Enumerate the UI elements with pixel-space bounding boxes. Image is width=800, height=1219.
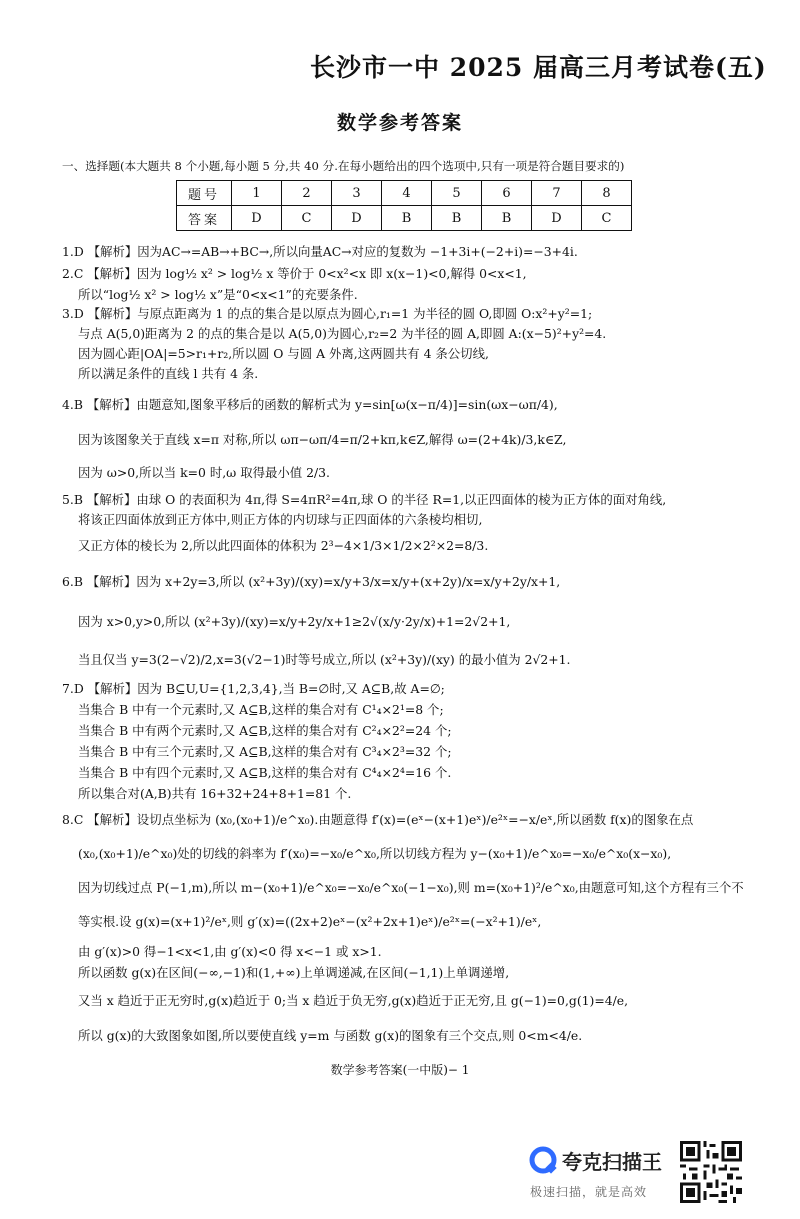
- page-subtitle: 数学参考答案: [336, 112, 463, 134]
- table-cell: B: [382, 206, 432, 231]
- table-row: [177, 206, 632, 231]
- table-cell: 5: [432, 181, 482, 206]
- solution-line: 因为该图象关于直线 x=π 对称,所以 ωπ−ωπ/4=π/2+kπ,k∈Z,解得 ω=(2+4k)/3,k∈Z,: [78, 432, 567, 447]
- solution-line: 所以函数 g(x)在区间(−∞,−1)和(1,+∞)上单调递减,在区间(−1,1)上单调递增,: [78, 965, 510, 980]
- solution-line: 将该正四面体放到正方体中,则正方体的内切球与正四面体的六条棱均相切,: [78, 512, 483, 527]
- table-cell: 答案: [177, 206, 232, 231]
- solution-line: 4.B 【解析】由题意知,图象平移后的函数的解析式为 y=sin[ω(x−π/4)]=sin(ωx−ωπ/4),: [62, 397, 558, 412]
- page-footer: 数学参考答案(一中版)− 1: [330, 1063, 470, 1077]
- solution-line: 因为切线过点 P(−1,m),所以 m−(x₀+1)/e^x₀=−x₀/e^x₀(−1−x₀),则 m=(x₀+1)²/e^x₀,由题意可知,这个方程有三个不: [78, 880, 744, 895]
- table-cell: D: [232, 206, 282, 231]
- solution-line: 等实根.设 g(x)=(x+1)²/eˣ,则 g′(x)=((2x+2)eˣ−(x²+2x+1)eˣ)/e²ˣ=(−x²+1)/eˣ,: [78, 914, 542, 929]
- table-cell: D: [332, 206, 382, 231]
- table-cell: 6: [482, 181, 532, 206]
- table-row: [177, 181, 632, 206]
- solution-line: 所以“log½ x² > log½ x”是“0<x<1”的充要条件.: [78, 287, 358, 302]
- qr-code-icon: [680, 1141, 742, 1203]
- table-cell: 3: [332, 181, 382, 206]
- table-cell: 题号: [177, 181, 232, 206]
- solution-line: 又当 x 趋近于正无穷时,g(x)趋近于 0;当 x 趋近于负无穷,g(x)趋近于正无穷,且 g(−1)=0,g(1)=4/e,: [78, 993, 629, 1008]
- solution-line: 当集合 B 中有两个元素时,又 A⊆B,这样的集合对有 C²₄×2²=24 个;: [78, 723, 452, 738]
- solution-line: 由 g′(x)>0 得−1<x<1,由 g′(x)<0 得 x<−1 或 x>1.: [78, 944, 382, 959]
- scanner-logo-icon: [528, 1145, 558, 1175]
- page-title: 长沙市一中 2025 届高三月考试卷(五): [310, 53, 767, 82]
- table-cell: C: [282, 206, 332, 231]
- table-cell: 1: [232, 181, 282, 206]
- section-heading: 一、选择题(本大题共 8 个小题,每小题 5 分,共 40 分.在每小题给出的四个选项中,只有一项是符合题目要求的): [62, 159, 625, 173]
- solution-line: 7.D 【解析】因为 B⊆U,U={1,2,3,4},当 B=∅时,又 A⊆B,故 A=∅;: [62, 681, 445, 696]
- solution-line: 因为 ω>0,所以当 k=0 时,ω 取得最小值 2/3.: [78, 465, 330, 480]
- solution-line: 当集合 B 中有一个元素时,又 A⊆B,这样的集合对有 C¹₄×2¹=8 个;: [78, 702, 444, 717]
- solution-line: 5.B 【解析】由球 O 的表面积为 4π,得 S=4πR²=4π,球 O 的半径 R=1,以正四面体的棱为正方体的面对角线,: [62, 492, 667, 507]
- brand-name: 夸克扫描王: [562, 1150, 662, 1174]
- solution-line: 所以 g(x)的大致图象如图,所以要使直线 y=m 与函数 g(x)的图象有三个交点,则 0<m<4/e.: [78, 1028, 583, 1043]
- solution-line: 2.C 【解析】因为 log½ x² > log½ x 等价于 0<x²<x 即 x(x−1)<0,解得 0<x<1,: [62, 266, 527, 281]
- solution-line: (x₀,(x₀+1)/e^x₀)处的切线的斜率为 f′(x₀)=−x₀/e^x₀,所以切线方程为 y−(x₀+1)/e^x₀=−x₀/e^x₀(x−x₀),: [78, 846, 672, 861]
- solution-line: 3.D 【解析】与原点距离为 1 的点的集合是以原点为圆心,r₁=1 为半径的圆 O,即圆 O:x²+y²=1;: [62, 306, 593, 321]
- table-cell: D: [532, 206, 582, 231]
- solution-line: 6.B 【解析】因为 x+2y=3,所以 (x²+3y)/(xy)=x/y+3/x=x/y+(x+2y)/x=x/y+2y/x+1,: [62, 574, 561, 589]
- table-cell: C: [582, 206, 632, 231]
- solution-line: 8.C 【解析】设切点坐标为 (x₀,(x₀+1)/e^x₀).由题意得 f′(x)=(eˣ−(x+1)eˣ)/e²ˣ=−x/eˣ,所以函数 f(x)的图象在点: [62, 812, 694, 827]
- scanner-watermark: [528, 1143, 678, 1203]
- table-cell: B: [482, 206, 532, 231]
- solution-line: 所以集合对(A,B)共有 16+32+24+8+1=81 个.: [78, 786, 352, 801]
- solution-line: 当且仅当 y=3(2−√2)/2,x=3(√2−1)时等号成立,所以 (x²+3y)/(xy) 的最小值为 2√2+1.: [78, 652, 571, 667]
- solution-line: 当集合 B 中有三个元素时,又 A⊆B,这样的集合对有 C³₄×2³=32 个;: [78, 744, 452, 759]
- table-cell: 8: [582, 181, 632, 206]
- table-cell: 4: [382, 181, 432, 206]
- table-cell: B: [432, 206, 482, 231]
- table-cell: 7: [532, 181, 582, 206]
- table-cell: 2: [282, 181, 332, 206]
- solution-line: 又正方体的棱长为 2,所以此四面体的体积为 2³−4×1/3×1/2×2²×2=8/3.: [78, 538, 489, 553]
- solution-line: 所以满足条件的直线 l 共有 4 条.: [78, 366, 259, 381]
- solution-line: 当集合 B 中有四个元素时,又 A⊆B,这样的集合对有 C⁴₄×2⁴=16 个.: [78, 765, 452, 780]
- answer-table: [176, 180, 632, 231]
- solution-line: 因为圆心距|OA|=5>r₁+r₂,所以圆 O 与圆 A 外离,这两圆共有 4 条公切线,: [78, 346, 489, 361]
- solution-line: 1.D 【解析】因为AC→=AB→+BC→,所以向量AC→对应的复数为 −1+3i+(−2+i)=−3+4i.: [62, 244, 578, 259]
- solution-line: 因为 x>0,y>0,所以 (x²+3y)/(xy)=x/y+2y/x+1≥2√(x/y·2y/x)+1=2√2+1,: [78, 614, 511, 629]
- brand-slogan: 极速扫描，就是高效: [530, 1185, 648, 1199]
- solution-line: 与点 A(5,0)距离为 2 的点的集合是以 A(5,0)为圆心,r₂=2 为半径的圆 A,即圆 A:(x−5)²+y²=4.: [78, 326, 607, 341]
